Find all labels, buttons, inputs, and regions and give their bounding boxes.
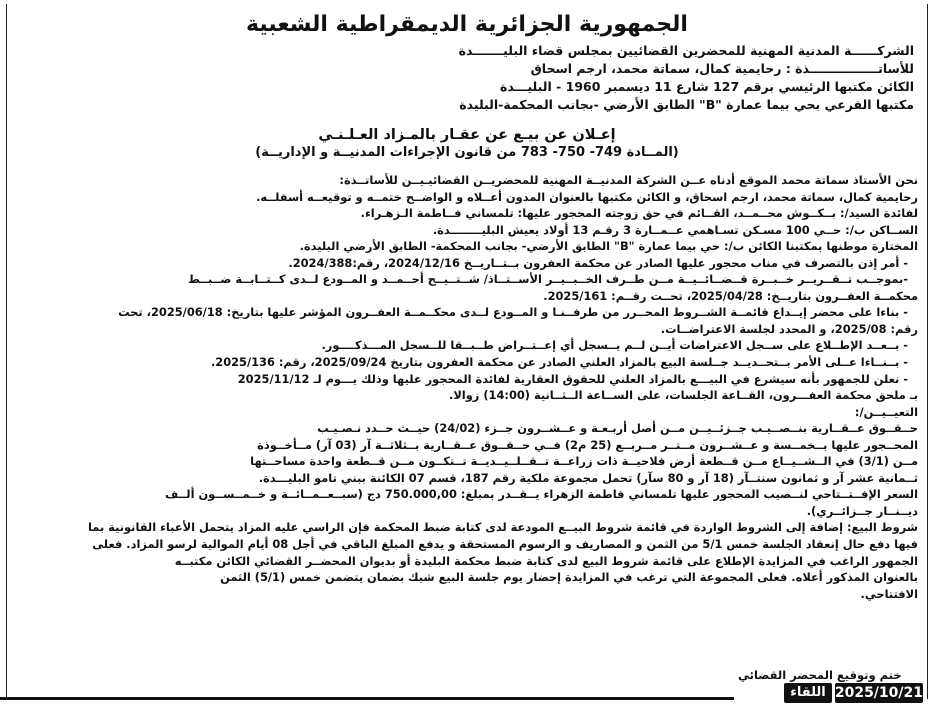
body-line: ثــمانية عشر آر و ثمانون سنتــآر (18 آر و 80 سآر) تحمل مجموعة ملكية رقم 187، قسم 07 الكائنة ببني تامو البليـــدة. <box>258 470 918 485</box>
office-line-3: الكائن مكتبها الرئيسي برقم 127 شارع 11 ديسمبر 1960 - البليـــدة <box>500 79 914 94</box>
office-line-1: الشركــــــة المدنية المهنية للمحضرين القضائيين بمجلس قضاء البليـــــــدة <box>458 43 914 58</box>
body-line: -بموجــب تــقــريــر خــبــرة قــضــائــيــة مــن طــرف الخــبــيــر الأســتــاذ/ شــتــيــح أحــمــد و المــودع لــدى كــتــابــة ضــبــط <box>187 272 908 287</box>
body-line: المختارة موطنها بمكتبنا الكائن ب/: حي بيما عمارة "B" الطابق الأرضي- بجانب المحكمة- الطابق الأرضي البليدة. <box>299 239 918 254</box>
footer-bar <box>0 681 934 707</box>
body-line: شروط البيع: إضافة إلى الشروط الواردة في قائمة شروط البيــع المودعة لدى كتابة ضبط المحكمة فإن الراسي عليه المزاد يتحمل الأعباء القانونية بما <box>88 520 918 535</box>
body-line: رحايمية كمال، سماتة محمد، ارجم اسحاق، و الكائن مكتبها بالعنوان المدون أعــلاه و الواضــح ختمــه و توقيعــه أسفلــه. <box>256 189 918 204</box>
body-line: مــن (3/1) في الــشــيــاع مــن قــطعة أرض فلاحيــة ذات زراعــة تــقــلــيــديــة تــتكــون مــن قــطعة واحدة مساحــتها <box>250 454 918 469</box>
body-line: ديــنــار جــزائــري). <box>806 503 918 518</box>
body-line: بـ ملحق محكمة العفـــرون، القــاعة الجلسات، على الســاعة الــثــانية (14:00) زوالا. <box>449 388 918 403</box>
notice-subtitle: (المــادة 749- 750- 783 من قانون الإجراءات المدنيــة و الإداريــة) <box>255 145 679 160</box>
page-title: الجمهورية الجزائرية الديمقراطية الشعبية <box>246 12 688 37</box>
body-line: الجمهور الراغب في المزايدة الإطلاع على قائمة شروط البيع لدى كتابة ضبط محكمة البليدة أو بديوان المحضــر القضائي الكائن مكتبــه <box>174 553 918 568</box>
body-line: نحن الأستاذ سماتة محمد الموقع أدناه عــن الشركة المدنيــة المهنية للمحضريــن القضائيـيــن للأساتــذة: <box>339 173 918 187</box>
body-line: بالعنوان المذكور أعلاه. فعلى المجموعة التي ترغب في المزايدة إحضار يوم جلسة البيع شيك بضمان يتضمن خمس (5/1) الثمن <box>220 570 918 585</box>
office-line-4: مكتبها الفرعي بحي بيما عمارة "B" الطابق الأرضي -بجانب المحكمة-البليدة <box>459 97 914 112</box>
body-line: السعر الإفــتــتاحي لنــصيب المحجور عليها تلمساني فاطمة الزهراء يــقــدر بمبلغ: 750.000,00 دج (سبــعــمــائــة و خــمــســون ألــف <box>164 487 918 502</box>
body-line: - أمر إذن بالتصرف في مناب محجور عليها الصادر عن محكمة العفرون بــتــاريــخ 2024/12/16، رقم:2024/388. <box>288 255 908 270</box>
body-line: - نعلن للجمهور بأنه سيشرع في البيـــع بالمزاد العلني للحقوق العقارية لفائدة المحجور عليها وذلك يـــوم لـ 2025/11/12 <box>237 371 908 386</box>
publication-date: 2025/10/21 <box>834 685 923 701</box>
signature-caption: ختم وتوقيع المحضر القضائي <box>738 668 902 682</box>
body-line: - بناءا على محضر إيــداع قائمــة الشــروط المحــرر من طرفــنـا و المــودع لــدى محكــمــة العفــرون المؤشر عليها بتاريخ: 2025/06/18، تحت <box>118 305 908 320</box>
body-line: حــقــوق عــقــارية بنــصــيـب جــزئــيــن مــن أصل أربـعـة و عــشــرون جــزء (24/02) حيــث حــدد نـصـيـب <box>317 421 918 436</box>
footer-rule <box>0 697 734 700</box>
body-line: فيها دفع حال إنعقاد الجلسة خمس 5/1 من الثمن و المصاريف و الرسوم المستحقة و يدفع المبلغ الباقي في أجل 08 أيام الموالية لرسو المزاد. فعلى <box>92 537 918 552</box>
body-line: محكمــة العفــرون بتاريــخ: 2025/04/28، تحــت رقــم: 2025/161. <box>543 288 918 303</box>
body-line: الســاكن ب/: حــي 100 مسـكن تسـاهمي عــمــارة 3 رقـم 13 أولاد يعيش البليــــــــدة. <box>432 222 918 237</box>
body-line: الافتتاحي. <box>860 586 918 601</box>
body-line: لفائدة السيد/: بــكــوش محــمــد، القــائم في حق زوجته المحجور عليها: تلمساني فــاطمة الـزهـراء. <box>360 206 918 221</box>
body-line: - بــعــد الإطــلاع على ســجل الاعتراضات أيــن لــم يــسجل أي إعــتــراض طــبــقا للــسجل المـــذكــــور. <box>321 338 908 353</box>
body-line: المحــجور عليها بــخمــسة و عــشــرون مــتــر مــربــع (25 م2) فــي حــقــوق عــقــارية بــثلاثــة آر (03 آر) مــأخــوذة <box>257 437 918 452</box>
office-header <box>12 42 922 114</box>
body-line: رقم: 2025/08، و المحدد لجلسة الاعتراضــات. <box>660 321 918 336</box>
office-line-2: للأساتــــــــــــــــذة : رحايمية كمال، سماتة محمد، ارجم اسحاق <box>530 61 914 76</box>
newspaper-name: اللقاء <box>784 683 832 703</box>
notice-title: إعـلان عن بيـع عن عقـار بالمـزاد العـلـنـي <box>318 127 616 143</box>
body-line: - بــنــاءا عــلى الأمر بــتحــديــد جــلسة البيع بالمزاد العلني الصادر عن محكمة العفرون بتاريخ 2025/09/24، رقم: 2025/136. <box>210 355 908 370</box>
body-line: التعيــيــن/: <box>854 404 918 419</box>
notice-body <box>12 172 922 602</box>
